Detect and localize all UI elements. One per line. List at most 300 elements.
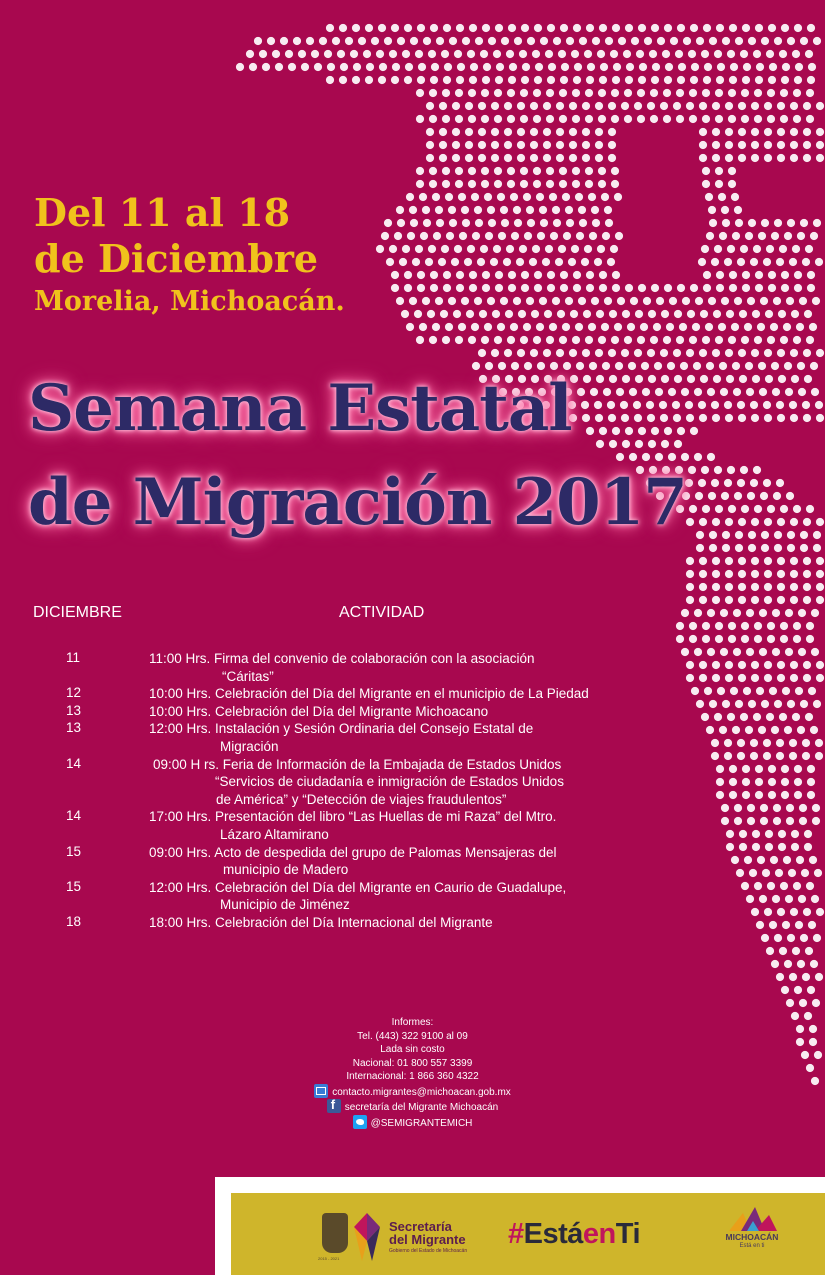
map-dot [718,323,726,331]
facebook-line[interactable] [0,1099,825,1115]
secretaria-title [389,1220,466,1246]
map-dot [597,50,605,58]
map-dot [543,102,551,110]
map-dot [661,310,669,318]
map-dot [569,349,577,357]
map-dot [786,297,794,305]
map-dot [591,297,599,305]
map-dot [751,583,759,591]
map-dot [748,219,756,227]
map-dot [796,323,804,331]
header-activity: ACTIVIDAD [339,604,425,621]
date-range: Del 11 al 18 [34,190,291,235]
map-dot [514,219,522,227]
map-dot [751,557,759,565]
map-dot [559,336,567,344]
map-dot [546,115,554,123]
activity-line: “Servicios de ciudadanía e inmigración de Estados Unidos [215,774,564,790]
map-dot [430,284,438,292]
hashtag-hash: # [508,1218,524,1250]
map-dot [626,63,634,71]
map-dot [501,219,509,227]
map-dot [715,505,723,513]
map-dot [703,24,711,32]
map-dot [754,336,762,344]
map-dot [598,180,606,188]
map-dot [728,505,736,513]
map-dot [339,24,347,32]
map-dot [709,544,717,552]
map-dot [815,401,823,409]
map-dot [797,362,805,370]
map-dot [800,544,808,552]
map-dot [735,544,743,552]
map-dot [452,141,460,149]
map-dot [715,115,723,123]
map-dot [764,102,772,110]
map-dot [493,50,501,58]
twitter-line[interactable] [0,1115,825,1131]
map-dot [572,89,580,97]
map-dot [712,349,720,357]
map-dot [737,258,745,266]
map-dot [742,271,750,279]
map-dot [740,466,748,474]
map-dot [712,557,720,565]
map-dot [768,76,776,84]
map-dot [726,310,734,318]
map-dot [539,206,547,214]
map-dot [526,206,534,214]
map-dot [803,154,811,162]
map-dot [715,89,723,97]
map-dot [777,583,785,591]
map-dot [767,505,775,513]
map-dot [519,50,527,58]
email-line[interactable] [0,1084,825,1100]
map-dot [741,336,749,344]
map-dot [765,375,773,383]
map-dot [556,349,564,357]
map-dot [700,375,708,383]
map-dot [688,466,696,474]
map-dot [503,258,511,266]
map-dot [465,154,473,162]
map-dot [741,115,749,123]
map-dot [510,193,518,201]
map-dot [813,544,821,552]
map-dot [236,63,244,71]
map-dot [764,349,772,357]
map-dot [790,570,798,578]
map-dot [618,37,626,45]
map-dot [599,24,607,32]
map-dot [404,76,412,84]
map-dot [482,24,490,32]
map-dot [527,37,535,45]
map-dot [435,206,443,214]
map-dot [582,349,590,357]
map-dot [807,24,815,32]
map-dot [454,245,462,253]
map-dot [727,466,735,474]
map-dot [663,336,671,344]
map-dot [449,219,457,227]
row-activity [149,844,825,879]
map-dot [734,297,742,305]
map-dot [391,76,399,84]
map-dot [475,219,483,227]
map-dot [731,323,739,331]
map-dot [776,258,784,266]
map-dot [764,596,772,604]
map-dot [725,518,733,526]
map-dot [542,258,550,266]
map-dot [712,414,720,422]
map-dot [352,76,360,84]
map-dot [799,297,807,305]
map-dot [742,76,750,84]
activity-line: 17:00 Hrs. Presentación del libro “Las Huellas de mi Raza” del Mtro. [149,809,557,825]
map-dot [519,245,527,253]
map-dot [458,323,466,331]
map-dot [439,128,447,136]
map-dot [816,518,824,526]
map-dot [638,76,646,84]
map-dot [725,414,733,422]
map-dot [443,271,451,279]
map-dot [708,206,716,214]
map-dot [776,973,784,981]
map-dot [722,531,730,539]
map-dot [513,206,521,214]
row-activity [149,685,825,703]
activity-line: de América” y “Detección de viajes fraudulentos” [216,791,507,807]
map-dot [520,167,528,175]
map-dot [530,128,538,136]
map-dot [586,271,594,279]
map-dot [426,102,434,110]
map-dot [764,557,772,565]
map-dot [660,349,668,357]
map-dot [816,349,824,357]
map-dot [602,232,610,240]
map-dot [752,375,760,383]
map-dot [785,388,793,396]
map-dot [803,141,811,149]
map-dot [703,76,711,84]
map-dot [575,193,583,201]
map-dot [699,557,707,565]
seal-years: 2015 - 2021 [318,1256,340,1261]
map-dot [699,583,707,591]
map-dot [766,245,774,253]
map-dot [707,453,715,461]
map-dot [592,37,600,45]
map-dot [350,50,358,58]
map-dot [751,596,759,604]
map-dot [761,37,769,45]
map-dot [562,323,570,331]
map-dot [612,24,620,32]
map-dot [675,50,683,58]
map-dot [806,89,814,97]
map-dot [386,258,394,266]
map-dot [404,24,412,32]
map-dot [792,947,800,955]
michoacan-name: MICHOACÁN [725,1232,779,1242]
map-dot [556,154,564,162]
map-dot [285,50,293,58]
map-dot [517,128,525,136]
map-dot [556,141,564,149]
map-dot [572,115,580,123]
map-dot [714,50,722,58]
map-dot [585,89,593,97]
map-dot [807,986,815,994]
map-dot [759,388,767,396]
map-dot [792,245,800,253]
map-dot [621,349,629,357]
map-dot [581,258,589,266]
map-dot [699,128,707,136]
map-dot [763,401,771,409]
row-day: 18 [66,913,82,929]
map-dot [728,167,736,175]
map-dot [573,76,581,84]
map-dot [686,518,694,526]
map-dot [436,37,444,45]
map-dot [468,89,476,97]
map-dot [366,63,374,71]
map-dot [695,492,703,500]
map-dot [517,154,525,162]
map-dot [728,115,736,123]
map-dot [783,323,791,331]
map-dot [673,102,681,110]
row-day: 14 [66,755,82,771]
map-dot [429,167,437,175]
map-dot [768,284,776,292]
map-dot [465,141,473,149]
map-dot [605,219,613,227]
map-dot [456,284,464,292]
map-dot [438,258,446,266]
map-dot [455,89,463,97]
map-dot [391,271,399,279]
michoacan-tagline: Está en ti [739,1243,765,1249]
map-dot [738,557,746,565]
map-dot [391,284,399,292]
map-dot [585,115,593,123]
map-dot [595,128,603,136]
map-dot [650,89,658,97]
map-dot [717,63,725,71]
map-dot [712,128,720,136]
map-dot [784,960,792,968]
map-dot [725,596,733,604]
map-dot [326,76,334,84]
map-dot [631,37,639,45]
map-dot [572,336,580,344]
map-dot [568,258,576,266]
activity-line: Lázaro Altamirano [220,826,329,842]
map-dot [638,24,646,32]
map-dot [468,336,476,344]
map-dot [771,362,779,370]
map-dot [747,297,755,305]
map-dot [547,24,555,32]
map-dot [674,310,682,318]
map-dot [695,297,703,305]
map-dot [789,258,797,266]
map-dot [406,193,414,201]
map-dot [456,24,464,32]
map-dot [777,154,785,162]
activity-line: 18:00 Hrs. Celebración del Día Internacional del Migrante [149,914,493,930]
map-dot [689,89,697,97]
map-dot [716,76,724,84]
map-dot [777,102,785,110]
map-dot [614,193,622,201]
map-dot [552,206,560,214]
map-dot [517,141,525,149]
map-dot [816,557,824,565]
map-dot [586,24,594,32]
map-dot [314,63,322,71]
map-dot [298,50,306,58]
map-dot [740,245,748,253]
map-dot [812,999,820,1007]
map-dot [688,50,696,58]
map-dot [407,232,415,240]
map-dot [595,141,603,149]
map-dot [419,193,427,201]
map-dot [803,583,811,591]
row-day: 11 [66,650,81,665]
map-dot [345,37,353,45]
map-dot [392,63,400,71]
map-dot [474,206,482,214]
map-dot [800,934,808,942]
map-dot [571,245,579,253]
map-dot [720,388,728,396]
map-dot [534,24,542,32]
map-dot [501,37,509,45]
map-dot [588,323,596,331]
map-dot [496,63,504,71]
map-dot [594,258,602,266]
map-dot [522,63,530,71]
row-activity [149,650,825,685]
map-dot [569,154,577,162]
map-dot [592,219,600,227]
map-dot [509,63,517,71]
map-dot [777,141,785,149]
map-dot [790,141,798,149]
map-dot [461,297,469,305]
schedule-row [0,685,825,703]
state-seal-icon [322,1213,348,1253]
map-dot [586,76,594,84]
map-dot [471,323,479,331]
map-dot [745,362,753,370]
map-dot [751,128,759,136]
map-dot [711,479,719,487]
map-dot [597,245,605,253]
map-dot [624,336,632,344]
map-dot [584,245,592,253]
map-dot [531,310,539,318]
map-dot [669,297,677,305]
map-dot [755,271,763,279]
map-dot [686,349,694,357]
row-activity [149,879,825,914]
schedule-row [0,879,825,914]
map-dot [768,24,776,32]
map-dot [582,128,590,136]
map-dot [738,154,746,162]
map-dot [572,180,580,188]
schedule-row [0,756,825,809]
map-dot [441,50,449,58]
map-dot [543,128,551,136]
map-dot [713,310,721,318]
map-dot [524,232,532,240]
map-dot [806,115,814,123]
map-dot [728,180,736,188]
map-dot [648,310,656,318]
map-dot [753,466,761,474]
map-dot [816,102,824,110]
map-dot [757,323,765,331]
map-dot [813,531,821,539]
map-dot [391,24,399,32]
map-dot [690,427,698,435]
map-dot [420,232,428,240]
schedule-row [0,720,825,755]
map-dot [779,245,787,253]
map-dot [569,141,577,149]
map-dot [560,271,568,279]
map-dot [474,297,482,305]
map-dot [808,63,816,71]
map-dot [586,284,594,292]
map-dot [427,310,435,318]
map-dot [712,570,720,578]
map-dot [800,531,808,539]
map-dot [746,388,754,396]
map-dot [731,193,739,201]
info-heading: Informes: [391,1017,434,1028]
map-dot [487,206,495,214]
map-dot [452,128,460,136]
map-dot [559,89,567,97]
map-dot [402,245,410,253]
map-dot [711,258,719,266]
map-dot [363,50,371,58]
map-dot [451,258,459,266]
map-dot [482,271,490,279]
map-dot [423,219,431,227]
map-dot [546,167,554,175]
activity-line: Municipio de Jiménez [220,897,350,913]
map-dot [686,414,694,422]
hashtag-estaenti [508,1218,640,1251]
map-dot [326,24,334,32]
map-dot [797,232,805,240]
map-dot [699,596,707,604]
